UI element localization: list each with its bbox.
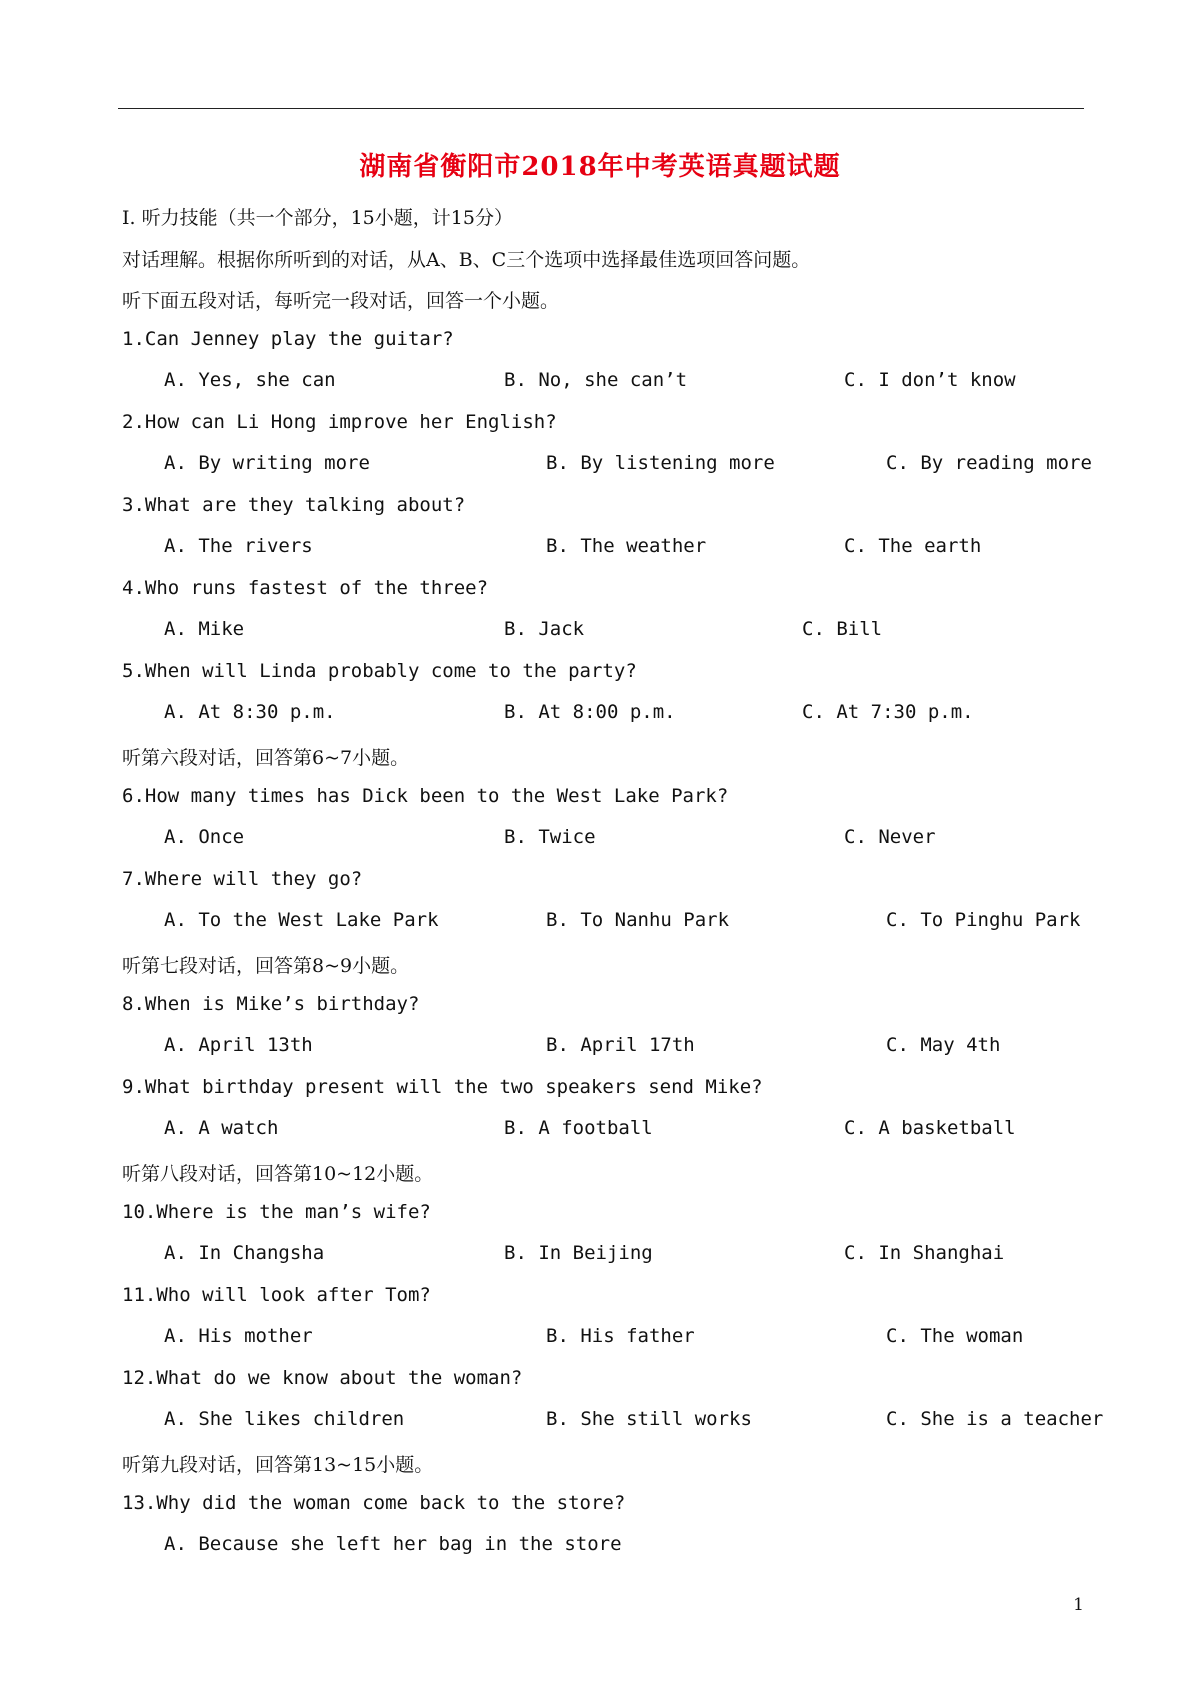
option-2c: C. By reading more: [886, 452, 1092, 474]
option-4b: B. Jack: [504, 618, 585, 640]
option-7a: A. To the West Lake Park: [164, 909, 439, 931]
option-5a: A. At 8:30 p.m.: [164, 701, 336, 723]
option-11c: C. The woman: [886, 1325, 1024, 1347]
option-1a: A. Yes, she can: [164, 369, 336, 391]
option-6b: B. Twice: [504, 826, 596, 848]
option-3a: A. The rivers: [164, 535, 313, 557]
option-7b: B. To Nanhu Park: [546, 909, 730, 931]
option-9b: B. A football: [504, 1117, 653, 1139]
option-11b: B. His father: [546, 1325, 695, 1347]
group-7-instruction: 听第七段对话，回答第8~9小题。: [122, 955, 410, 977]
option-10a: A. In Changsha: [164, 1242, 325, 1264]
instruction-1: 对话理解。根据你所听到的对话，从A、B、C三个选项中选择最佳选项回答问题。: [122, 249, 811, 271]
header-rule: [118, 108, 1084, 109]
option-2a: A. By writing more: [164, 452, 370, 474]
question-3: 3.What are they talking about?: [122, 494, 466, 516]
option-7c: C. To Pinghu Park: [886, 909, 1081, 931]
option-2b: B. By listening more: [546, 452, 775, 474]
section-heading: Ⅰ. 听力技能（共一个部分，15小题，计15分）: [122, 207, 513, 229]
group-8-instruction: 听第八段对话，回答第10~12小题。: [122, 1163, 434, 1185]
question-8: 8.When is Mike’s birthday?: [122, 993, 420, 1015]
option-6c: C. Never: [844, 826, 936, 848]
option-3c: C. The earth: [844, 535, 982, 557]
question-9: 9.What birthday present will the two speakers send Mike?: [122, 1076, 763, 1098]
option-6a: A. Once: [164, 826, 245, 848]
option-9a: A. A watch: [164, 1117, 279, 1139]
option-4c: C. Bill: [802, 618, 883, 640]
question-5: 5.When will Linda probably come to the party?: [122, 660, 637, 682]
question-12: 12.What do we know about the woman?: [122, 1367, 523, 1389]
question-2: 2.How can Li Hong improve her English?: [122, 411, 557, 433]
option-10c: C. In Shanghai: [844, 1242, 1005, 1264]
option-9c: C. A basketball: [844, 1117, 1016, 1139]
instruction-2: 听下面五段对话，每听完一段对话，回答一个小题。: [122, 290, 560, 312]
page-title: 湖南省衡阳市2018年中考英语真题试题: [359, 152, 841, 182]
option-13a: A. Because she left her bag in the store: [164, 1533, 622, 1555]
option-8c: C. May 4th: [886, 1034, 1001, 1056]
question-10: 10.Where is the man’s wife?: [122, 1201, 431, 1223]
question-1: 1.Can Jenney play the guitar?: [122, 328, 454, 350]
group-6-instruction: 听第六段对话，回答第6~7小题。: [122, 747, 410, 769]
option-8b: B. April 17th: [546, 1034, 695, 1056]
group-9-instruction: 听第九段对话，回答第13~15小题。: [122, 1454, 434, 1476]
question-7: 7.Where will they go?: [122, 868, 363, 890]
question-11: 11.Who will look after Tom?: [122, 1284, 431, 1306]
option-1b: B. No, she can’t: [504, 369, 688, 391]
option-12a: A. She likes children: [164, 1408, 405, 1430]
option-4a: A. Mike: [164, 618, 245, 640]
option-8a: A. April 13th: [164, 1034, 313, 1056]
question-4: 4.Who runs fastest of the three?: [122, 577, 489, 599]
question-13: 13.Why did the woman come back to the store?: [122, 1492, 626, 1514]
option-5c: C. At 7:30 p.m.: [802, 701, 974, 723]
option-5b: B. At 8:00 p.m.: [504, 701, 676, 723]
question-6: 6.How many times has Dick been to the West Lake Park?: [122, 785, 729, 807]
option-10b: B. In Beijing: [504, 1242, 653, 1264]
option-11a: A. His mother: [164, 1325, 313, 1347]
option-12b: B. She still works: [546, 1408, 752, 1430]
option-12c: C. She is a teacher: [886, 1408, 1104, 1430]
option-3b: B. The weather: [546, 535, 707, 557]
option-1c: C. I don’t know: [844, 369, 1016, 391]
page-number: 1: [1073, 1595, 1084, 1615]
